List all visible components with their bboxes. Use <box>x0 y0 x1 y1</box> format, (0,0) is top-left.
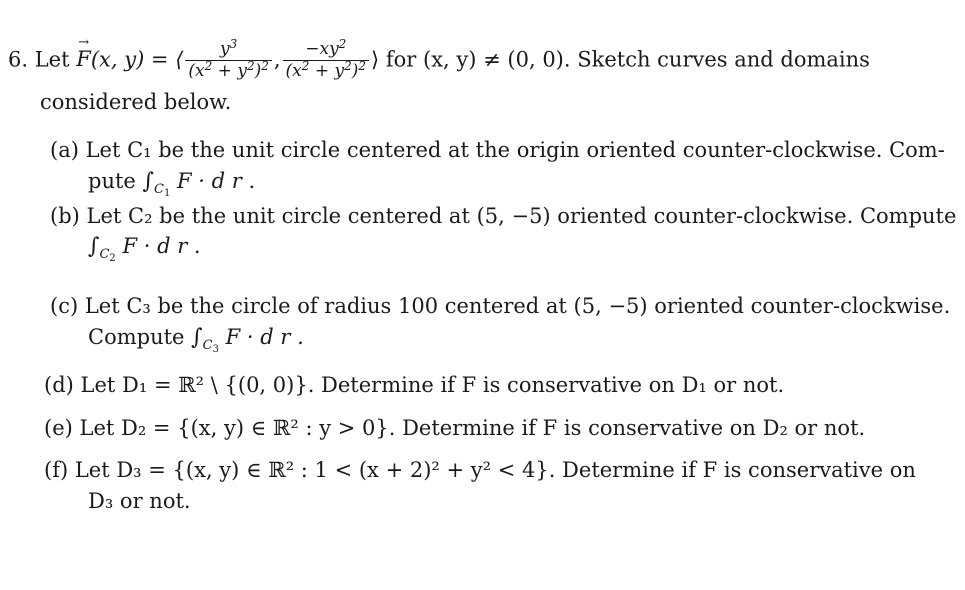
problem-statement <box>8 37 870 82</box>
vector-f: F → <box>76 49 91 70</box>
integral-sign: ∫ <box>191 325 203 350</box>
problem-line2: considered below. <box>40 90 232 114</box>
part-b-text: Let C₂ be the unit circle centered at (5, −5) oriented counter-clockwise. Compute <box>86 204 957 228</box>
part-f-text: Let D₃ = {(x, y) ∈ ℝ² : 1 < (x + 2)² + y² < 4}. Determine if F is conservative on <box>74 458 916 482</box>
problem-let: Let <box>34 47 70 72</box>
part-a-line2: pute $\int_{C1}$ F · d r . <box>88 169 256 199</box>
part-a-text: Let C₁ be the unit circle centered at the origin oriented counter-clockwise. Com- <box>85 138 945 162</box>
vector-close: ⟩ <box>371 47 380 72</box>
part-d-text: Let D₁ = ℝ² \ {(0, 0)}. Determine if F is conservative on D₁ or not. <box>80 373 785 397</box>
part-e-label: (e) <box>44 416 73 440</box>
part-f-line2: D₃ or not. <box>88 489 191 513</box>
part-c-integrand: F · d r . <box>225 325 304 349</box>
part-c-label: (c) <box>50 294 79 318</box>
part-d <box>44 375 784 396</box>
part-d-label: (d) <box>44 373 74 397</box>
part-e <box>44 418 865 439</box>
part-f-label: (f) <box>44 458 69 482</box>
component-comma: , <box>273 47 281 72</box>
part-a-label: (a) <box>50 138 79 162</box>
part-a <box>50 140 945 161</box>
function-args: (x, y) = ⟨ <box>90 47 184 72</box>
problem-rest: for (x, y) ≠ (0, 0). Sketch curves and domains <box>385 47 870 72</box>
integral-sign: ∫ <box>88 234 100 259</box>
part-c-text: Let C₃ be the circle of radius 100 centered at (5, −5) oriented counter-clockwise. <box>84 294 951 318</box>
part-b <box>50 206 956 227</box>
fraction-first-component: $\frac{y^3}{(x^2 + y^2)^2}$ <box>185 40 271 82</box>
integral-sign: ∫ <box>142 169 154 194</box>
part-a-integrand: F · d r . <box>177 169 256 193</box>
part-b-integrand: F · d r . <box>122 234 201 258</box>
fraction-second-component: $\frac{-xy^2}{(x^2 + y^2)^2}$ <box>283 40 369 82</box>
part-a-prefix: pute <box>88 169 136 193</box>
part-b-label: (b) <box>50 204 80 228</box>
part-c-line2: Compute $\int_{C3}$ F · d r . <box>88 325 304 355</box>
part-c <box>50 296 950 317</box>
part-f <box>44 460 916 481</box>
part-e-text: Let D₂ = {(x, y) ∈ ℝ² : y > 0}. Determine if F is conservative on D₂ or not. <box>79 416 866 440</box>
problem-number: 6. <box>8 47 29 72</box>
part-b-line2: $\int_{C2}$ F · d r . <box>88 234 201 264</box>
part-c-prefix: Compute <box>88 325 185 349</box>
